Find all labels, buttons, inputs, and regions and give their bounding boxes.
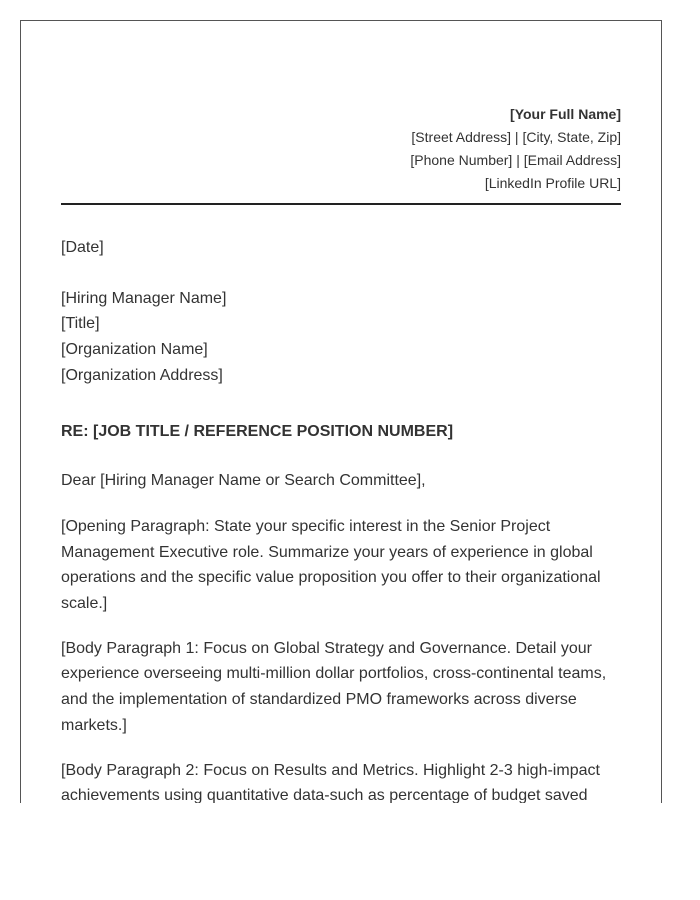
- sender-name: [Your Full Name]: [510, 106, 621, 122]
- letter-page: [20, 20, 662, 803]
- recipient-organization: [Organization Name]: [61, 341, 208, 359]
- sender-linkedin: [LinkedIn Profile URL]: [484, 175, 621, 191]
- recipient-title: [Title]: [61, 315, 100, 333]
- sender-contact: [Phone Number] | [Email Address]: [410, 152, 621, 168]
- reference-line: RE: [JOB TITLE / REFERENCE POSITION NUMBER]: [61, 422, 454, 440]
- recipient-block: [61, 286, 621, 389]
- sender-header: [61, 103, 621, 195]
- salutation: Dear [Hiring Manager Name or Search Committee],: [61, 472, 426, 490]
- recipient-name: [Hiring Manager Name]: [61, 289, 227, 307]
- body-paragraph-2: [Body Paragraph 2: Focus on Results and Metrics. Highlight 2-3 high-impact achievements using quantitative data-such as percentage of budget saved: [61, 761, 600, 803]
- letter-date: [Date]: [61, 239, 104, 256]
- header-divider: [61, 203, 621, 205]
- recipient-address: [Organization Address]: [61, 366, 223, 384]
- letter-body: [61, 235, 621, 803]
- opening-paragraph: [Opening Paragraph: State your specific interest in the Senior Project Management Executive role. Summarize your years of experience in global operations and the specific value proposition you offer to their organizational scale.]: [61, 517, 601, 613]
- sender-address: [Street Address] | [City, State, Zip]: [411, 129, 621, 145]
- body-paragraph-1: [Body Paragraph 1: Focus on Global Strategy and Governance. Detail your experience overseeing multi-million dollar portfolios, cross-continental teams, and the implementation of standardized PMO frameworks across diverse markets.]: [61, 639, 607, 734]
